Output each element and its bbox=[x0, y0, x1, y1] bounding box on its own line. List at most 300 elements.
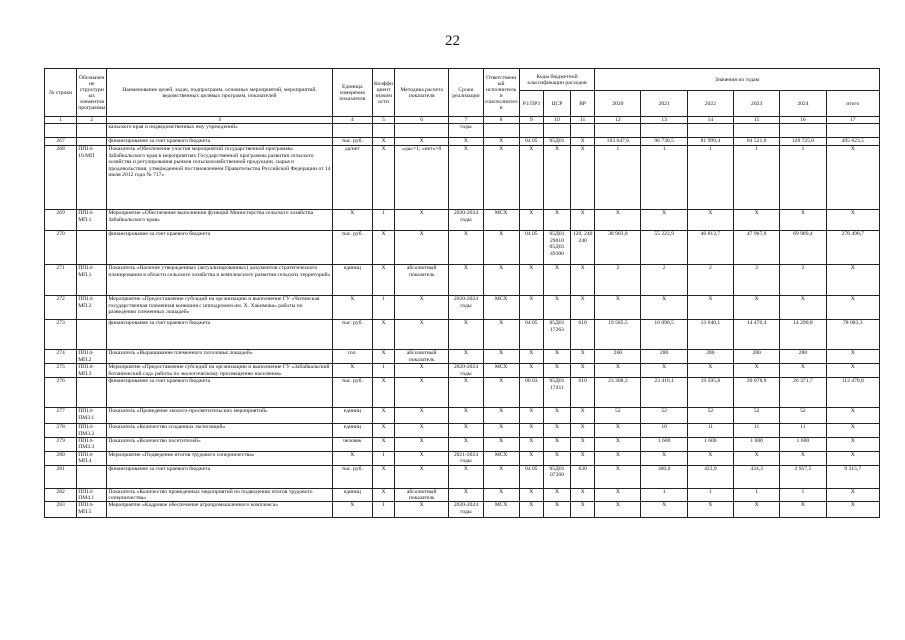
row-name: Мероприятие «Кадровое обеспечение агропромышленного комплекса» bbox=[107, 502, 332, 518]
page-number: 22 bbox=[445, 33, 460, 49]
rz-code: X bbox=[519, 265, 543, 296]
value-2022: X bbox=[687, 210, 733, 231]
value-2022: 11 bbox=[687, 424, 733, 438]
row-name: Показатель «Наличие утвержденных (актуализированных) документов стратегического планирования в области сельского хозяйства и комплексного развития сельских территорий» bbox=[107, 265, 332, 296]
row-name: Показатель «Проведение эколого-просветительских мероприятий» bbox=[107, 408, 332, 424]
table-row bbox=[45, 502, 880, 518]
csr-code: X bbox=[543, 438, 570, 452]
structural-code bbox=[77, 231, 107, 265]
coefficient: X bbox=[372, 438, 394, 452]
vr-code: 630 bbox=[571, 465, 595, 488]
value-2023: 1 bbox=[734, 488, 780, 502]
csr-code: 05Д01 29010 05Д01 49300 bbox=[543, 231, 570, 265]
column-number: 6 bbox=[395, 117, 449, 124]
term: 2020-2024 годы bbox=[449, 210, 483, 231]
term: X bbox=[449, 138, 483, 146]
value-2024: 1 bbox=[780, 488, 826, 502]
value-2020: X bbox=[595, 502, 641, 518]
term: годы bbox=[449, 124, 483, 138]
vr-code: X bbox=[571, 424, 595, 438]
column-number: 13 bbox=[641, 117, 687, 124]
term: X bbox=[449, 146, 483, 210]
csr-code: 05Д01 bbox=[543, 138, 570, 146]
value-total: X bbox=[826, 350, 879, 364]
vr-code: X bbox=[571, 265, 595, 296]
row-number: 281 bbox=[45, 465, 77, 488]
value-2020: X bbox=[595, 296, 641, 320]
value-2021: 2 bbox=[641, 265, 687, 296]
header-vr: ВР bbox=[571, 91, 595, 117]
term: X bbox=[449, 231, 483, 265]
vr-code: X bbox=[571, 502, 595, 518]
csr-code: X bbox=[543, 408, 570, 424]
row-number: 283 bbox=[45, 502, 77, 518]
value-2022: X bbox=[687, 364, 733, 378]
rz-code: X bbox=[519, 210, 543, 231]
column-number: 1 bbox=[45, 117, 77, 124]
value-2021: X bbox=[641, 364, 687, 378]
value-2023: 14 476,4 bbox=[734, 320, 780, 350]
structural-code: ПП14-10.МП bbox=[77, 146, 107, 210]
coefficient: X bbox=[372, 488, 394, 502]
row-number: 282 bbox=[45, 488, 77, 502]
csr-code: X bbox=[543, 364, 570, 378]
header-term: Сроки реализации bbox=[449, 69, 483, 117]
responsible: X bbox=[483, 378, 519, 408]
value-total: X bbox=[826, 296, 879, 320]
vr-code bbox=[571, 124, 595, 138]
header-values-by-year: Значения по годам bbox=[595, 69, 880, 91]
rz-code bbox=[519, 124, 543, 138]
structural-code: ПП14-ПМ3.2 bbox=[77, 424, 107, 438]
responsible: X bbox=[483, 146, 519, 210]
term: X bbox=[449, 488, 483, 502]
value-total: X bbox=[826, 451, 879, 465]
value-2023: X bbox=[734, 210, 780, 231]
vr-code: 610 bbox=[571, 320, 595, 350]
term: 2021-2024 годы bbox=[449, 451, 483, 465]
value-2022: 280 bbox=[687, 350, 733, 364]
method: X bbox=[395, 210, 449, 231]
value-total: X bbox=[826, 146, 879, 210]
row-number: 280 bbox=[45, 451, 77, 465]
value-2020: 260 bbox=[595, 350, 641, 364]
row-number: 275 bbox=[45, 364, 77, 378]
method: X bbox=[395, 364, 449, 378]
structural-code: ПП14-ПМ3.1 bbox=[77, 408, 107, 424]
unit: да/нет bbox=[332, 146, 372, 210]
row-number: 273 bbox=[45, 320, 77, 350]
structural-code: ПП14-ПМ3.3 bbox=[77, 438, 107, 452]
vr-code: 610 bbox=[571, 378, 595, 408]
row-number: 271 bbox=[45, 265, 77, 296]
value-2022: 13 640,1 bbox=[687, 320, 733, 350]
csr-code: X bbox=[543, 350, 570, 364]
value-2022: X bbox=[687, 502, 733, 518]
unit: гол. bbox=[332, 350, 372, 364]
value-2020: 23 308,3 bbox=[595, 378, 641, 408]
value-2020: 2 bbox=[595, 265, 641, 296]
method: X bbox=[395, 465, 449, 488]
method: X bbox=[395, 138, 449, 146]
responsible: МСХ bbox=[483, 296, 519, 320]
value-2021: 1 bbox=[641, 146, 687, 210]
value-2021: 300,0 bbox=[641, 465, 687, 488]
unit: единиц bbox=[332, 408, 372, 424]
table-row bbox=[45, 124, 880, 138]
term: X bbox=[449, 320, 483, 350]
value-total: X bbox=[826, 424, 879, 438]
csr-code: X bbox=[543, 210, 570, 231]
header-method: Методика расчета показателя bbox=[395, 69, 449, 117]
header-2023: 2023 bbox=[734, 91, 780, 117]
row-number: 274 bbox=[45, 350, 77, 364]
row-name: Показатель «Количество посетителей» bbox=[107, 438, 332, 452]
csr-code: X bbox=[543, 451, 570, 465]
value-total: 78 083,3 bbox=[826, 320, 879, 350]
value-2020 bbox=[595, 124, 641, 138]
value-2021: 96 730,5 bbox=[641, 138, 687, 146]
value-2022: 46 813,7 bbox=[687, 231, 733, 265]
column-number: 7 bbox=[449, 117, 483, 124]
value-2024: X bbox=[780, 502, 826, 518]
value-total: X bbox=[826, 408, 879, 424]
header-2021: 2021 bbox=[641, 91, 687, 117]
row-number: 277 bbox=[45, 408, 77, 424]
value-2021: 52 bbox=[641, 408, 687, 424]
rz-code: X bbox=[519, 438, 543, 452]
coefficient: X bbox=[372, 146, 394, 210]
value-2020: X bbox=[595, 451, 641, 465]
row-name: кальского края и подведомственных ему учреждений» bbox=[107, 124, 332, 138]
value-2022: 19 595,8 bbox=[687, 378, 733, 408]
term: X bbox=[449, 265, 483, 296]
term: 2020-2024 годы bbox=[449, 502, 483, 518]
structural-code: ПП14-МП.1 bbox=[77, 210, 107, 231]
coefficient bbox=[372, 124, 394, 138]
coefficient: X bbox=[372, 320, 394, 350]
row-number: 270 bbox=[45, 231, 77, 265]
row-name: финансирование за счет краевого бюджета bbox=[107, 138, 332, 146]
value-2023: 2 bbox=[734, 265, 780, 296]
vr-code: X bbox=[571, 350, 595, 364]
header-responsible: Ответственный исполнитель и соисполнители bbox=[483, 69, 519, 117]
value-2021: X bbox=[641, 210, 687, 231]
rz-code: X bbox=[519, 451, 543, 465]
responsible: X bbox=[483, 265, 519, 296]
method: X bbox=[395, 502, 449, 518]
value-2022: X bbox=[687, 296, 733, 320]
table-row bbox=[45, 138, 880, 146]
rz-code: X bbox=[519, 146, 543, 210]
rz-code: 04 05 bbox=[519, 138, 543, 146]
value-2024: 69 989,4 bbox=[780, 231, 826, 265]
header-unit: Единица измерения показателя bbox=[332, 69, 372, 117]
value-2021: 55 223,9 bbox=[641, 231, 687, 265]
responsible: X bbox=[483, 350, 519, 364]
table-row bbox=[45, 438, 880, 452]
term: X bbox=[449, 408, 483, 424]
value-2020: 52 bbox=[595, 408, 641, 424]
coefficient: 1 bbox=[372, 364, 394, 378]
row-number: 269 bbox=[45, 210, 77, 231]
row-number: 268 bbox=[45, 146, 77, 210]
row-name: Показатель «Количество проведенных мероприятий по подведению итогов трудового соперничества» bbox=[107, 488, 332, 502]
unit: тыс. руб. bbox=[332, 231, 372, 265]
vr-code: 120, 240 240 bbox=[571, 231, 595, 265]
value-2020: X bbox=[595, 424, 641, 438]
table-row bbox=[45, 231, 880, 265]
table-row bbox=[45, 408, 880, 424]
value-2020: 19 585,5 bbox=[595, 320, 641, 350]
value-2023: X bbox=[734, 451, 780, 465]
value-2020: X bbox=[595, 364, 641, 378]
value-2024: 52 bbox=[780, 408, 826, 424]
responsible: X bbox=[483, 138, 519, 146]
value-2024: 14 290,8 bbox=[780, 320, 826, 350]
csr-code: 05Д01 17263 bbox=[543, 320, 570, 350]
table-row bbox=[45, 451, 880, 465]
table-row bbox=[45, 210, 880, 231]
column-number: 11 bbox=[571, 117, 595, 124]
unit: тыс. руб. bbox=[332, 378, 372, 408]
value-2024: X bbox=[780, 296, 826, 320]
value-2023: 1 bbox=[734, 146, 780, 210]
budget-table bbox=[44, 68, 880, 518]
column-number-row bbox=[45, 117, 880, 124]
vr-code: X bbox=[571, 488, 595, 502]
row-name: Мероприятие «Обеспечение выполнения функций Министерства сельского хозяйства Забайкальского края» bbox=[107, 210, 332, 231]
row-number: 278 bbox=[45, 424, 77, 438]
value-total: X bbox=[826, 364, 879, 378]
unit: человек bbox=[332, 438, 372, 452]
table-row bbox=[45, 378, 880, 408]
coefficient: 1 bbox=[372, 451, 394, 465]
row-number: 267 bbox=[45, 138, 77, 146]
rz-code: X bbox=[519, 408, 543, 424]
row-number: 272 bbox=[45, 296, 77, 320]
header-coefficient: Коэффициент значимости bbox=[372, 69, 394, 117]
value-total: 112 470,8 bbox=[826, 378, 879, 408]
table-row bbox=[45, 146, 880, 210]
value-2024: 2 957,5 bbox=[780, 465, 826, 488]
csr-code bbox=[543, 124, 570, 138]
term: X bbox=[449, 378, 483, 408]
row-number: 279 bbox=[45, 438, 77, 452]
value-total: 278 498,7 bbox=[826, 231, 879, 265]
value-total: X bbox=[826, 438, 879, 452]
column-number: 3 bbox=[107, 117, 332, 124]
value-2022: 2 bbox=[687, 265, 733, 296]
term: X bbox=[449, 350, 483, 364]
column-number: 15 bbox=[734, 117, 780, 124]
value-total: X bbox=[826, 502, 879, 518]
unit: единиц bbox=[332, 488, 372, 502]
column-number: 12 bbox=[595, 117, 641, 124]
unit: X bbox=[332, 364, 372, 378]
method: X bbox=[395, 378, 449, 408]
header-name: Наименование целей, задач, подпрограмм, основных мероприятий, мероприятий, ведомственных целевых программ, показателей bbox=[107, 69, 332, 117]
header-2022: 2022 bbox=[687, 91, 733, 117]
rz-code: X bbox=[519, 364, 543, 378]
value-2021: X bbox=[641, 451, 687, 465]
rz-code: 04 05 bbox=[519, 320, 543, 350]
value-total: 9 315,7 bbox=[826, 465, 879, 488]
header-2020: 2020 bbox=[595, 91, 641, 117]
unit: X bbox=[332, 296, 372, 320]
value-2024: X bbox=[780, 210, 826, 231]
unit: единиц bbox=[332, 265, 372, 296]
coefficient: X bbox=[372, 231, 394, 265]
rz-code: 04 05 bbox=[519, 465, 543, 488]
row-name: Мероприятие «Подведение итогов трудового соперничества» bbox=[107, 451, 332, 465]
row-name: финансирование за счет краевого бюджета bbox=[107, 231, 332, 265]
row-name: финансирование за счет краевого бюджета bbox=[107, 320, 332, 350]
unit: тыс. руб. bbox=[332, 465, 372, 488]
vr-code: X bbox=[571, 138, 595, 146]
value-total bbox=[826, 124, 879, 138]
value-total: X bbox=[826, 488, 879, 502]
value-2024: X bbox=[780, 364, 826, 378]
value-2024: 11 bbox=[780, 424, 826, 438]
unit: единиц bbox=[332, 424, 372, 438]
structural-code: ПП14-МП.3 bbox=[77, 364, 107, 378]
term: 2020-2024 годы bbox=[449, 364, 483, 378]
value-2020: 103 647,6 bbox=[595, 138, 641, 146]
value-total: X bbox=[826, 265, 879, 296]
value-2021: 280 bbox=[641, 350, 687, 364]
rz-code: X bbox=[519, 488, 543, 502]
structural-code: ПП14-ПМ4.1 bbox=[77, 488, 107, 502]
responsible bbox=[483, 124, 519, 138]
row-name: Мероприятие «Предоставление субсидий на организацию и выполнение ГУ «Читинская государственная племенная конюшня с ипподромом им. Х. Хакимова» работы по разведению племенных лошадей» bbox=[107, 296, 332, 320]
column-number: 14 bbox=[687, 117, 733, 124]
csr-code: 05Д01 17411 bbox=[543, 378, 570, 408]
value-2023: 434,3 bbox=[734, 465, 780, 488]
coefficient: 1 bbox=[372, 296, 394, 320]
value-2020: X bbox=[595, 210, 641, 231]
table-row bbox=[45, 364, 880, 378]
value-2022: 1 bbox=[687, 146, 733, 210]
method: X bbox=[395, 408, 449, 424]
method: X bbox=[395, 438, 449, 452]
term: X bbox=[449, 424, 483, 438]
responsible: X bbox=[483, 424, 519, 438]
coefficient: X bbox=[372, 378, 394, 408]
rz-code: X bbox=[519, 350, 543, 364]
responsible: X bbox=[483, 438, 519, 452]
column-number: 2 bbox=[77, 117, 107, 124]
header-total: итого bbox=[826, 91, 879, 117]
table-row bbox=[45, 296, 880, 320]
unit: тыс. руб. bbox=[332, 138, 372, 146]
column-number: 8 bbox=[483, 117, 519, 124]
value-2024: 26 371,7 bbox=[780, 378, 826, 408]
unit: X bbox=[332, 451, 372, 465]
structural-code: ПП14-МП.1 bbox=[77, 265, 107, 296]
value-2024: 2 bbox=[780, 265, 826, 296]
rz-code: X bbox=[519, 296, 543, 320]
vr-code: X bbox=[571, 364, 595, 378]
header-csr: ЦСР bbox=[543, 91, 570, 117]
coefficient: X bbox=[372, 465, 394, 488]
value-2024: 1 600 bbox=[780, 438, 826, 452]
structural-code bbox=[77, 124, 107, 138]
structural-code: ПП14-МП.2 bbox=[77, 350, 107, 364]
structural-code bbox=[77, 465, 107, 488]
header-structural-code: Обозначение структурных элементов программы bbox=[77, 69, 107, 117]
responsible: X bbox=[483, 231, 519, 265]
unit: X bbox=[332, 210, 372, 231]
responsible: X bbox=[483, 408, 519, 424]
coefficient: X bbox=[372, 265, 394, 296]
row-name: финансирование за счет краевого бюджета bbox=[107, 378, 332, 408]
csr-code: X bbox=[543, 146, 570, 210]
value-2024: 280 bbox=[780, 350, 826, 364]
coefficient: X bbox=[372, 350, 394, 364]
coefficient: X bbox=[372, 408, 394, 424]
csr-code: X bbox=[543, 424, 570, 438]
row-name: финансирование за счет краевого бюджета bbox=[107, 465, 332, 488]
method: абсолютный показатель bbox=[395, 488, 449, 502]
value-2022: 423,9 bbox=[687, 465, 733, 488]
table-row bbox=[45, 465, 880, 488]
vr-code: X bbox=[571, 451, 595, 465]
value-2020: 38 903,8 bbox=[595, 231, 641, 265]
value-2023 bbox=[734, 124, 780, 138]
structural-code bbox=[77, 378, 107, 408]
column-number: 10 bbox=[543, 117, 570, 124]
value-2020: X bbox=[595, 438, 641, 452]
value-2023: 52 bbox=[734, 408, 780, 424]
row-name: Показатель «Выращивание племенного поголовья лошадей» bbox=[107, 350, 332, 364]
method: абсолютный показатель bbox=[395, 350, 449, 364]
value-2022: 1 bbox=[687, 488, 733, 502]
value-2024 bbox=[780, 124, 826, 138]
csr-code: X bbox=[543, 296, 570, 320]
rz-code: 06 03 bbox=[519, 378, 543, 408]
vr-code: X bbox=[571, 146, 595, 210]
value-2023: X bbox=[734, 296, 780, 320]
column-number: 5 bbox=[372, 117, 394, 124]
responsible: X bbox=[483, 488, 519, 502]
method: X bbox=[395, 451, 449, 465]
responsible: X bbox=[483, 320, 519, 350]
header-row-number: № строки bbox=[45, 69, 77, 117]
column-number: 16 bbox=[780, 117, 826, 124]
vr-code: X bbox=[571, 296, 595, 320]
table-row bbox=[45, 265, 880, 296]
column-number: 9 bbox=[519, 117, 543, 124]
value-2023: X bbox=[734, 364, 780, 378]
value-2021 bbox=[641, 124, 687, 138]
value-total: 495 623,5 bbox=[826, 138, 879, 146]
term: X bbox=[449, 465, 483, 488]
value-2021: 1 bbox=[641, 488, 687, 502]
value-2024: 1 bbox=[780, 146, 826, 210]
method: X bbox=[395, 296, 449, 320]
column-number: 17 bbox=[826, 117, 879, 124]
value-2020: X bbox=[595, 465, 641, 488]
value-total: X bbox=[826, 210, 879, 231]
method: X bbox=[395, 320, 449, 350]
term: 2020-2024 годы bbox=[449, 296, 483, 320]
value-2021: 1 600 bbox=[641, 438, 687, 452]
method: «да»=1; «нет»=0 bbox=[395, 146, 449, 210]
value-2023: 84 521,0 bbox=[734, 138, 780, 146]
table-row bbox=[45, 488, 880, 502]
term: X bbox=[449, 438, 483, 452]
